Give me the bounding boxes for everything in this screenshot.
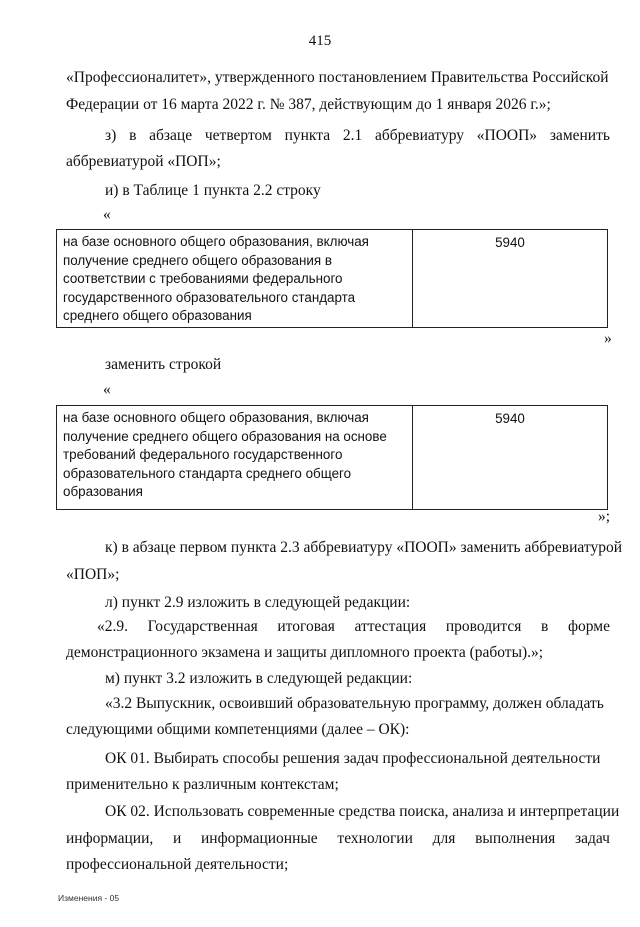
- word: задач: [575, 830, 610, 847]
- text-line-4: аббревиатурой «ПОП»;: [66, 153, 221, 170]
- text-line-11: демонстрационного экзамена и защиты дипломного проекта (работы).»;: [66, 644, 544, 661]
- text-line-8: «ПОП»;: [66, 566, 120, 583]
- table-old-value: 5940: [495, 235, 525, 250]
- word: «ПООП»: [476, 127, 538, 144]
- table-old-row: [56, 229, 608, 328]
- word: проводится: [445, 618, 522, 635]
- word: заменить: [549, 127, 610, 144]
- word: «2.9.: [97, 618, 128, 635]
- text-line-1: «Профессионалитет», утвержденного постановлением Правительства Российской: [66, 69, 609, 86]
- text-line-2: Федерации от 16 марта 2022 г. № 387, действующим до 1 января 2026 г.»;: [66, 96, 551, 113]
- text-line-15: ОК 01. Выбирать способы решения задач профессиональной деятельности: [105, 750, 601, 767]
- word: для: [432, 830, 456, 847]
- word: аббревиатуру: [375, 127, 464, 144]
- word: форме: [568, 618, 610, 635]
- table-new-row: [56, 405, 608, 510]
- text-line-3: [105, 126, 610, 146]
- word: абзаце: [149, 127, 193, 144]
- open-quote-1: «: [103, 206, 111, 223]
- text-line-6: заменить строкой: [105, 356, 222, 373]
- word: итоговая: [277, 618, 335, 635]
- table-text-line: требований федерального государственного: [63, 447, 343, 462]
- text-line-16: применительно к различным контекстам;: [66, 776, 339, 793]
- table-old-description: [57, 230, 413, 327]
- text-line-18: [66, 829, 610, 849]
- word: информации,: [66, 830, 154, 847]
- text-line-19: профессиональной деятельности;: [66, 856, 289, 873]
- word: пункта: [284, 127, 331, 144]
- table-text-line: на базе основного общего образования, включая: [63, 234, 369, 249]
- word: четвертом: [204, 127, 272, 144]
- text-line-10: [97, 617, 610, 637]
- open-quote-2: «: [103, 381, 111, 398]
- table-text-line: образования: [63, 484, 143, 499]
- text-line-12: м) пункт 3.2 изложить в следующей редакции:: [105, 670, 413, 687]
- table-new-description: [57, 406, 413, 509]
- word: Государственная: [147, 618, 258, 635]
- table-text-line: среднего общего образования: [63, 308, 252, 323]
- word: з): [105, 127, 117, 144]
- table-text-line: государственного образовательного стандарта: [63, 289, 356, 305]
- table-new-value: 5940: [495, 411, 525, 426]
- text-line-13: «3.2 Выпускник, освоивший образовательную программу, должен обладать: [105, 695, 604, 712]
- close-quote-2: »;: [598, 508, 611, 525]
- word: в: [129, 127, 137, 144]
- text-line-17: ОК 02. Использовать современные средства поиска, анализа и интерпретации: [105, 803, 620, 820]
- word: аттестация: [354, 618, 427, 635]
- footer-revision: Изменения - 05: [58, 893, 120, 903]
- text-line-9: л) пункт 2.9 изложить в следующей редакции:: [105, 594, 411, 611]
- text-line-14: следующими общими компетенциями (далее – ОК):: [66, 721, 410, 738]
- word: и: [172, 830, 182, 847]
- word: информационные: [200, 830, 318, 847]
- word: 2.1: [342, 127, 363, 144]
- page-number: 415: [308, 33, 332, 49]
- word: технологии: [337, 830, 413, 847]
- table-text-line: получение среднего общего образования на основе: [63, 428, 387, 444]
- table-text-line: на базе основного общего образования, включая: [63, 410, 369, 425]
- table-text-line: соответствии с требованиями федерального: [63, 271, 343, 286]
- text-line-5: и) в Таблице 1 пункта 2.2 строку: [105, 182, 321, 199]
- word: в: [541, 618, 549, 635]
- close-quote-1: »: [604, 330, 612, 347]
- table-text-line: получение среднего общего образования в: [63, 252, 332, 268]
- word: выполнения: [475, 830, 556, 847]
- text-line-7: к) в абзаце первом пункта 2.3 аббревиатуру «ПООП» заменить аббревиатурой: [105, 539, 622, 556]
- table-text-line: образовательного стандарта среднего общего: [63, 465, 352, 481]
